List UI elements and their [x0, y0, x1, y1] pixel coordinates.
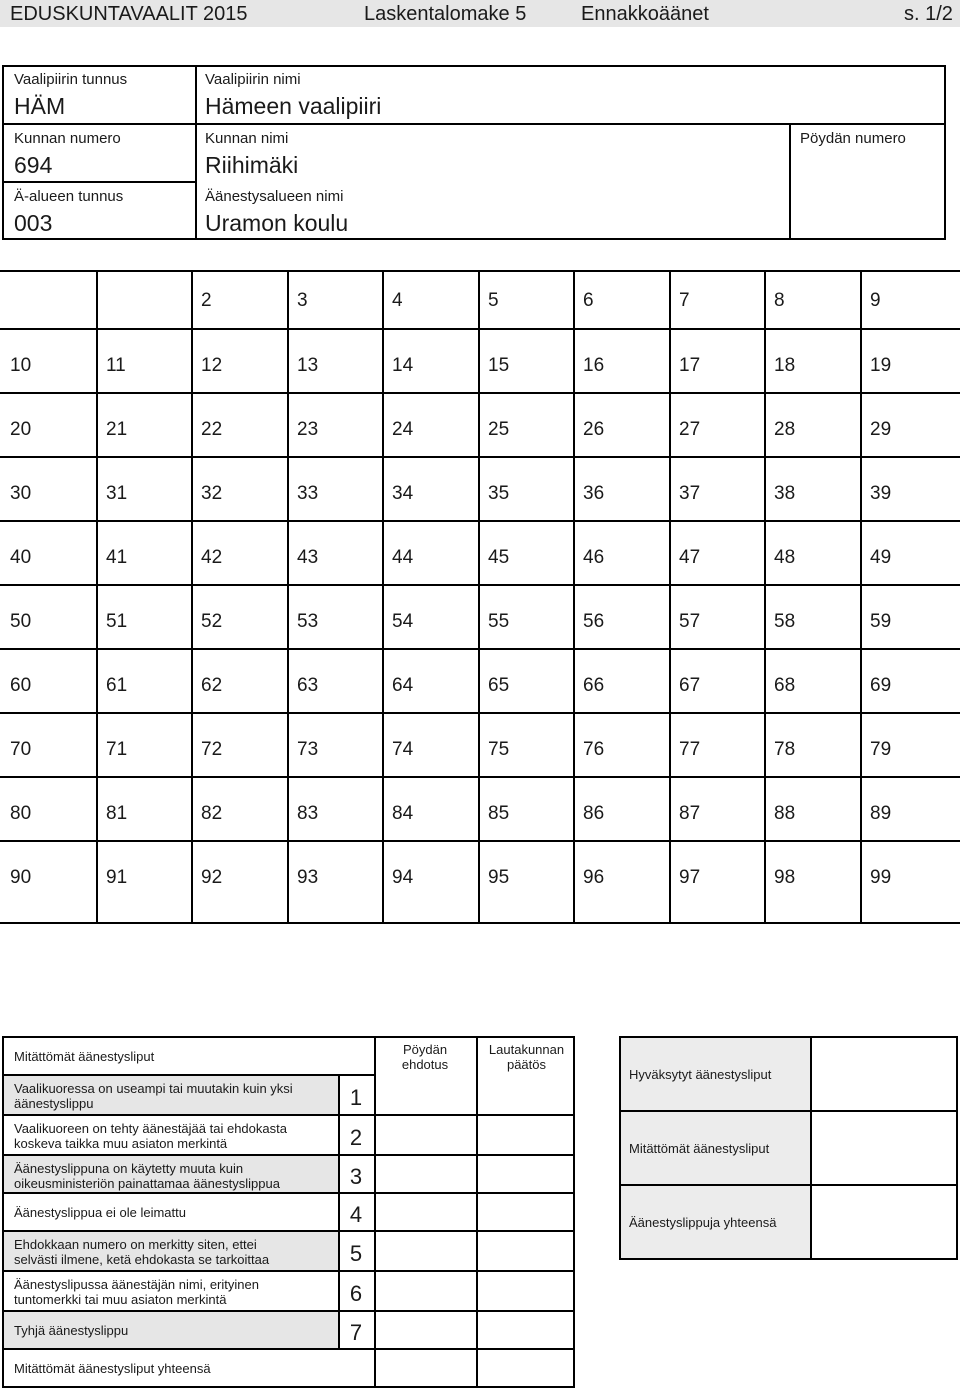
grid-number: 54: [392, 611, 414, 632]
grid-number: 85: [488, 803, 510, 824]
grid-number: 45: [488, 547, 510, 568]
grid-number: 42: [201, 547, 223, 568]
grid-number: 47: [679, 547, 701, 568]
rejection-reason-label: Ehdokkaan numero on merkitty siten, ettei selvästi ilmene, ketä ehdokasta se tarkoittaa: [14, 1237, 270, 1267]
grid-number: 10: [10, 355, 32, 376]
grid-number: 5: [488, 290, 499, 311]
grid-number: 93: [297, 867, 319, 888]
area-name-label: Äänestysalueen nimi: [205, 188, 344, 205]
grid-number: 18: [774, 355, 796, 376]
area-code: 003: [14, 210, 53, 236]
area-code-label: Ä-alueen tunnus: [14, 188, 124, 205]
grid-number: 9: [870, 290, 881, 311]
board-decision-field[interactable]: [478, 1312, 573, 1348]
grid-number: 24: [392, 419, 414, 440]
rejected-ballots-label: Mitättömät äänestysliput: [629, 1141, 770, 1156]
vote-type: Ennakkoäänet: [581, 3, 709, 25]
grid-number: 69: [870, 675, 892, 696]
grid-number: 61: [106, 675, 128, 696]
rejection-reason-label: Vaalikuoreen on tehty äänestäjää tai ehdokasta koskeva taikka muu asiaton merkintä: [14, 1121, 287, 1151]
grid-number: 71: [106, 739, 128, 760]
grid-number: 70: [10, 739, 32, 760]
grid-number: 50: [10, 611, 32, 632]
grid-number: 4: [392, 290, 403, 311]
grid-number: 73: [297, 739, 319, 760]
grid-number: 15: [488, 355, 510, 376]
district-code: HÄM: [14, 93, 66, 119]
grid-number: 40: [10, 547, 32, 568]
grid-number: 22: [201, 419, 223, 440]
rejected-title: Mitättömät äänestysliput: [14, 1049, 155, 1064]
candidate-number-grid: [0, 270, 960, 924]
rejection-code: 4: [349, 1202, 363, 1227]
grid-number: 13: [297, 355, 319, 376]
grid-number: 68: [774, 675, 796, 696]
grid-number: 86: [583, 803, 605, 824]
grid-number: 80: [10, 803, 32, 824]
grid-number: 78: [774, 739, 796, 760]
grid-number: 35: [488, 483, 510, 504]
municipality-name-label: Kunnan nimi: [205, 130, 289, 147]
grid-number: 28: [774, 419, 796, 440]
grid-number: 8: [774, 290, 785, 311]
grid-number: 27: [679, 419, 701, 440]
rejection-code: 2: [349, 1125, 363, 1150]
municipality-number-label: Kunnan numero: [14, 130, 121, 147]
table-proposal-field[interactable]: [376, 1232, 476, 1270]
board-decision-field[interactable]: [478, 1076, 573, 1114]
grid-number: 74: [392, 739, 414, 760]
municipality-number: 694: [14, 152, 53, 178]
accepted-ballots-field[interactable]: [812, 1038, 956, 1110]
grid-number: 19: [870, 355, 892, 376]
grid-number: 84: [392, 803, 414, 824]
grid-number: 97: [679, 867, 701, 888]
grid-number: 16: [583, 355, 605, 376]
grid-number: 87: [679, 803, 701, 824]
district-name: Hämeen vaalipiiri: [205, 93, 382, 119]
grid-number: 6: [583, 290, 594, 311]
ballot-summary-box: [619, 1036, 958, 1260]
grid-number: 12: [201, 355, 223, 376]
grid-number: 57: [679, 611, 701, 632]
total-ballots-field[interactable]: [812, 1186, 956, 1258]
grid-number: 25: [488, 419, 510, 440]
grid-number: 75: [488, 739, 510, 760]
grid-number: 2: [201, 290, 212, 311]
grid-number: 59: [870, 611, 892, 632]
table-proposal-field[interactable]: [376, 1116, 476, 1154]
grid-number: 76: [583, 739, 605, 760]
board-decision-field[interactable]: [478, 1232, 573, 1270]
board-decision-header: Lautakunnan päätös: [488, 1042, 565, 1072]
grid-number: 63: [297, 675, 319, 696]
board-decision-field[interactable]: [478, 1156, 573, 1192]
grid-number: 96: [583, 867, 605, 888]
grid-number: 34: [392, 483, 414, 504]
grid-number: 81: [106, 803, 128, 824]
grid-number: 38: [774, 483, 796, 504]
grid-number: 36: [583, 483, 605, 504]
grid-number: 32: [201, 483, 223, 504]
rejection-code: 1: [349, 1085, 363, 1110]
table-proposal-field[interactable]: [376, 1312, 476, 1348]
grid-number: 26: [583, 419, 605, 440]
grid-number: 82: [201, 803, 223, 824]
grid-number: 91: [106, 867, 128, 888]
grid-number: 58: [774, 611, 796, 632]
grid-number: 29: [870, 419, 892, 440]
grid-number: 31: [106, 483, 128, 504]
election-title: EDUSKUNTAVAALIT 2015: [10, 3, 248, 25]
rejection-reason-label: Äänestyslipussa äänestäjän nimi, erityinen tuntomerkki tai muu asiaton merkintä: [14, 1277, 259, 1307]
district-code-label: Vaalipiirin tunnus: [14, 71, 128, 88]
grid-number: 49: [870, 547, 892, 568]
board-decision-field[interactable]: [478, 1272, 573, 1310]
grid-number: 95: [488, 867, 510, 888]
grid-number: 43: [297, 547, 319, 568]
grid-number: 79: [870, 739, 892, 760]
form-header-bar: [0, 0, 960, 27]
grid-number: 41: [106, 547, 128, 568]
grid-number: 64: [392, 675, 414, 696]
grid-number: 66: [583, 675, 605, 696]
grid-number: 11: [106, 355, 126, 376]
grid-number: 20: [10, 419, 32, 440]
grid-number: 99: [870, 867, 892, 888]
accepted-ballots-label: Hyväksytyt äänestysliput: [629, 1067, 772, 1082]
municipality-name: Riihimäki: [205, 152, 299, 178]
grid-number: 51: [106, 611, 128, 632]
grid-number: 56: [583, 611, 605, 632]
rejection-reason-label: Äänestyslippua ei ole leimattu: [14, 1205, 186, 1220]
rejected-ballots-field[interactable]: [812, 1112, 956, 1184]
grid-number: 52: [201, 611, 223, 632]
rejection-reason-label: Vaalikuoressa on useampi tai muutakin kuin yksi äänestyslippu: [14, 1081, 293, 1111]
rejection-code: 5: [349, 1241, 363, 1266]
page-number: s. 1/2: [904, 3, 953, 25]
grid-number: 44: [392, 547, 414, 568]
grid-number: 94: [392, 867, 414, 888]
table-proposal-header: Pöydän ehdotus: [401, 1042, 449, 1072]
grid-number: 48: [774, 547, 796, 568]
grid-number: 55: [488, 611, 510, 632]
table-proposal-field[interactable]: [376, 1272, 476, 1310]
board-decision-field[interactable]: [478, 1194, 573, 1230]
table-proposal-field[interactable]: [376, 1156, 476, 1192]
grid-number: 3: [297, 290, 308, 311]
area-info-box: [2, 65, 946, 240]
rejection-code: 7: [349, 1320, 363, 1345]
grid-number: 72: [201, 739, 223, 760]
form-title: Laskentalomake 5: [364, 3, 527, 25]
table-proposal-field[interactable]: [376, 1076, 476, 1114]
grid-number: 89: [870, 803, 892, 824]
rejected-ballots-table: [2, 1036, 575, 1388]
grid-number: 21: [106, 419, 128, 440]
grid-number: 98: [774, 867, 796, 888]
rejected-total-label: Mitättömät äänestysliput yhteensä: [14, 1361, 211, 1376]
rejection-reason-label: Tyhjä äänestyslippu: [14, 1323, 129, 1338]
grid-number: 67: [679, 675, 701, 696]
grid-number: 83: [297, 803, 319, 824]
table-proposal-field[interactable]: [376, 1194, 476, 1230]
grid-number: 37: [679, 483, 701, 504]
grid-number: 7: [679, 290, 690, 311]
rejection-code: 3: [349, 1164, 363, 1189]
grid-number: 33: [297, 483, 319, 504]
area-name: Uramon koulu: [205, 210, 349, 236]
grid-number: 65: [488, 675, 510, 696]
grid-number: 46: [583, 547, 605, 568]
grid-number: 39: [870, 483, 892, 504]
district-name-label: Vaalipiirin nimi: [205, 71, 301, 88]
grid-number: 23: [297, 419, 319, 440]
grid-number: 77: [679, 739, 701, 760]
grid-number: 30: [10, 483, 32, 504]
grid-number: 90: [10, 867, 32, 888]
grid-number: 17: [679, 355, 701, 376]
grid-number: 92: [201, 867, 223, 888]
grid-number: 14: [392, 355, 414, 376]
rejection-reason-label: Äänestyslippuna on käytetty muuta kuin oikeusministeriön painattamaa äänestyslippua: [14, 1161, 280, 1191]
grid-number: 62: [201, 675, 223, 696]
grid-number: 60: [10, 675, 32, 696]
total-ballots-label: Äänestyslippuja yhteensä: [629, 1215, 777, 1230]
table-number-label: Pöydän numero: [800, 130, 906, 147]
rejection-code: 6: [349, 1281, 363, 1306]
grid-number: 53: [297, 611, 319, 632]
board-decision-field[interactable]: [478, 1116, 573, 1154]
grid-number: 88: [774, 803, 796, 824]
